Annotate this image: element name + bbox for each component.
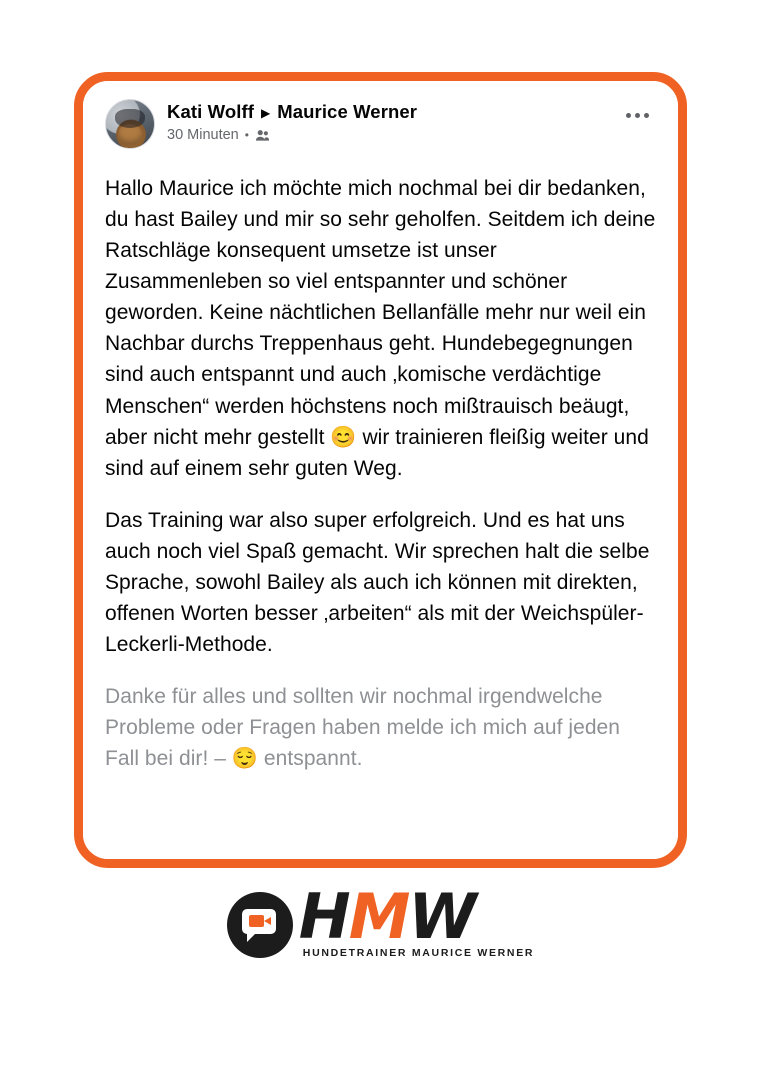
logo-tagline: HUNDETRAINER MAURICE WERNER [302,947,535,960]
logo-group [227,880,535,960]
post-timestamp[interactable]: 30 Minuten [167,127,239,143]
more-dot [644,113,649,118]
video-camera-shape [249,915,264,927]
logo-letter-h: H [298,880,349,953]
post-paragraph: Hallo Maurice ich möchte mich nochmal bei dir bedanken, du hast Bailey und mir so sehr geholfen. Seitdem ich deine Ratschläge konsequent umsetze ist unser Zusammenleben so viel entspannter und schöner geworden. Keine nächtlichen Bellanfälle mehr nur weil ein Nachbar durchs Treppenhaus geht. Hundebegegnungen sind auch entspannt und auch ‚komische verdächtige Menschen“ werden höchstens noch mißtrauisch beäugt, aber nicht mehr gestellt 😊 wir trainieren fleißig weiter und sind auf einem sehr guten Weg. [105,177,656,480]
post-header-text [167,99,417,143]
post-author-name[interactable]: Kati Wolff [167,101,254,122]
post-card [74,72,687,868]
logo-letter-w: W [408,880,475,953]
logo-wordmark [298,880,535,960]
arrow-right-icon: ▶ [260,106,271,120]
more-options-icon[interactable] [620,103,654,127]
avatar[interactable] [105,99,155,149]
video-chat-bubble-icon [227,892,293,958]
post-paragraph: Das Training war also super erfolgreich. Und es hat uns auch noch viel Spaß gemacht. Wir sprechen halt die selbe Sprache, sowohl Bailey als auch ich können mit direkten, offenen Worten besser ‚arbeiten“ als mit der Weichspüler-Leckerli-Methode. [105,508,650,657]
post-header [105,99,656,161]
more-dot [626,113,631,118]
friends-icon[interactable] [255,128,270,143]
more-dot [635,113,640,118]
post-paragraph: Danke für alles und sollten wir nochmal irgendwelche Probleme oder Fragen haben melde ich mich auf jeden Fall bei dir! – 😌 entspannt. [105,685,621,771]
post-body [105,173,656,774]
post-title-line [167,101,417,123]
meta-separator-dot: • [244,128,249,142]
post-meta-line [167,127,417,143]
post-target-name[interactable]: Maurice Werner [277,101,418,122]
logo-letters [298,880,475,953]
logo-letter-m: M [348,880,409,953]
brand-logo [0,880,761,960]
post-card-inner [83,81,678,859]
